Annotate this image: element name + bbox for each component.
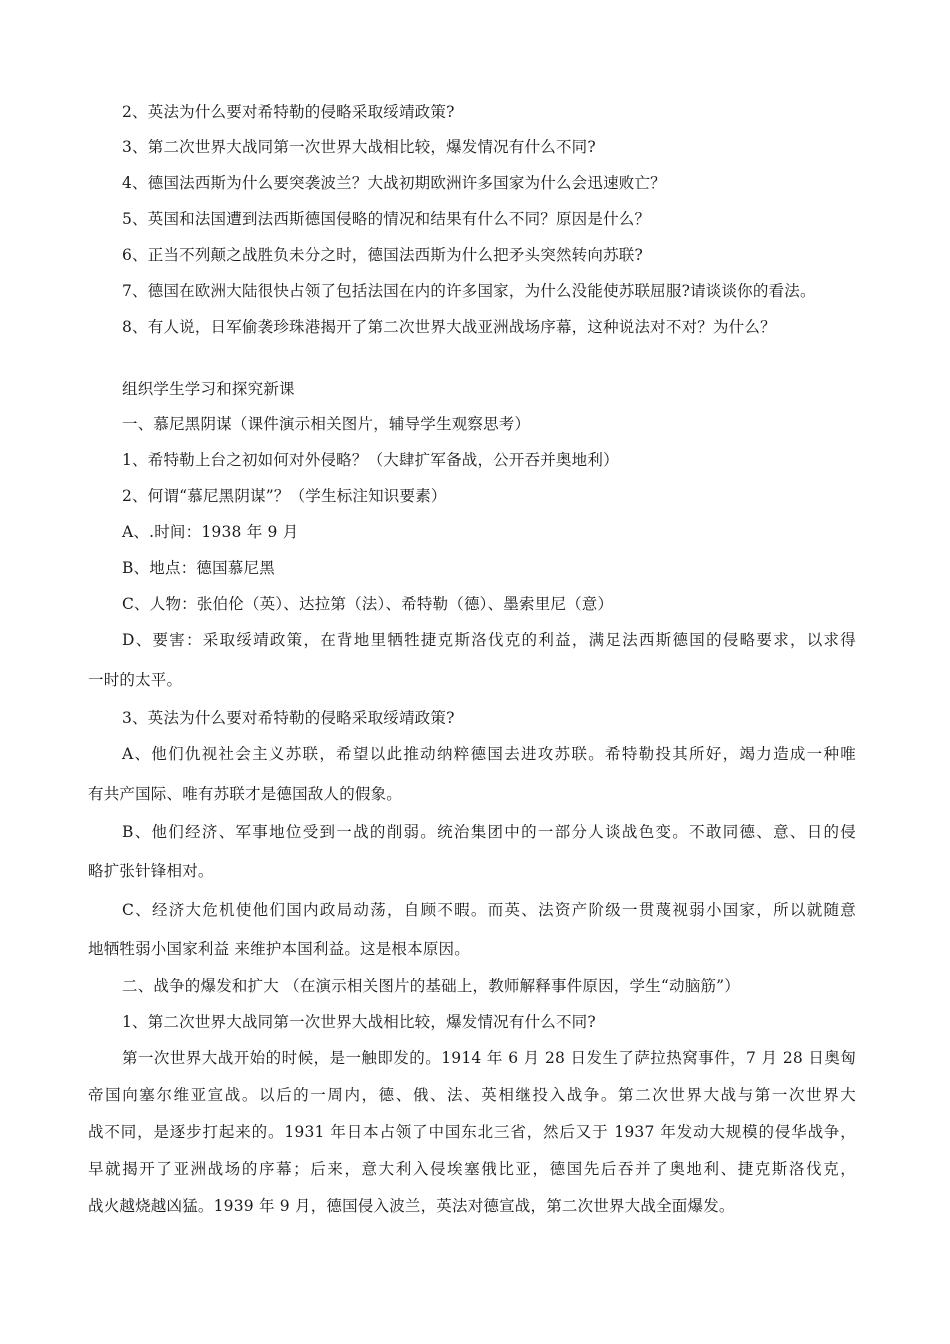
review-question-4: 4、德国法西斯为什么要突袭波兰？大战初期欧洲许多国家为什么会迅速败亡？ (122, 174, 666, 192)
part1-heading: 一、慕尼黑阴谋（课件演示相关图片，辅导学生观察思考） (122, 415, 531, 433)
review-question-8: 8、有人说，日军偷袭珍珠港揭开了第二次世界大战亚洲战场序幕，这种说法对不对？为什么？ (122, 318, 776, 336)
part1-question-2: 2、何谓“慕尼黑阴谋”？（学生标注知识要素） (122, 487, 447, 505)
part2-question-1: 1、第二次世界大战同第一次世界大战相比较，爆发情况有什么不同? (122, 1013, 596, 1031)
ww-paragraph-line-1: 第一次世界大战开始的时候，是一触即发的。1914 年 6 月 28 日发生了萨拉热窝事件，7 月 28 日奥匈 (122, 1049, 856, 1067)
reason-a-line-2: 有共产国际、唯有苏联才是德国敌人的假象。 (88, 785, 403, 803)
munich-people: C、人物：张伯伦（英）、达拉第（法）、希特勒（德）、墨索里尼（意） (122, 595, 614, 613)
munich-essence-line-1: D、要害：采取绥靖政策，在背地里牺牲捷克斯洛伐克的利益，满足法西斯德国的侵略要求，以求得 (122, 631, 856, 649)
reason-a-line-1: A、他们仇视社会主义苏联，希望以此推动纳粹德国去进攻苏联。希特勒投其所好，竭力造成一种唯 (122, 745, 856, 763)
section-intro: 组织学生学习和探究新课 (122, 380, 295, 398)
ww-paragraph-line-4: 早就揭开了亚洲战场的序幕；后来，意大利入侵埃塞俄比亚，德国先后吞并了奥地利、捷克斯洛伐克， (88, 1160, 856, 1178)
part1-question-3: 3、英法为什么要对希特勒的侵略采取绥靖政策? (122, 709, 455, 727)
reason-b-line-2: 略扩张针锋相对。 (88, 862, 214, 880)
munich-time: A、.时间：1938 年 9 月 (122, 523, 299, 541)
reason-c-line-2: 地牺牲弱小国家利益 来维护本国利益。这是根本原因。 (88, 940, 470, 958)
review-question-5: 5、英国和法国遭到法西斯德国侵略的情况和结果有什么不同？原因是什么？ (122, 210, 651, 228)
munich-essence-line-2: 一时的太平。 (88, 671, 183, 689)
review-question-2: 2、英法为什么要对希特勒的侵略采取绥靖政策? (122, 103, 455, 121)
review-question-7: 7、德国在欧洲大陆很快占领了包括法国在内的许多国家，为什么没能使苏联屈服?请谈谈你的看法。 (122, 282, 816, 300)
ww-paragraph-line-2: 帝国向塞尔维亚宣战。以后的一周内，德、俄、法、英相继投入战争。第二次世界大战与第一次世界大 (88, 1086, 856, 1104)
review-question-6: 6、正当不列颠之战胜负未分之时，德国法西斯为什么把矛头突然转向苏联? (122, 246, 643, 264)
review-question-3: 3、第二次世界大战同第一次世界大战相比较，爆发情况有什么不同? (122, 138, 596, 156)
reason-c-line-1: C、经济大危机使他们国内政局动荡，自顾不暇。而英、法资产阶级一贯蔑视弱小国家，所以就随意 (122, 901, 856, 919)
munich-place: B、地点：德国慕尼黑 (122, 559, 275, 577)
ww-paragraph-line-5: 战火越烧越凶猛。1939 年 9 月，德国侵入波兰，英法对德宣战，第二次世界大战全面爆发。 (88, 1197, 735, 1215)
part1-question-1: 1、希特勒上台之初如何对外侵略？（大肆扩军备战，公开吞并奥地利） (122, 451, 619, 469)
ww-paragraph-line-3: 战不同，是逐步打起来的。1931 年日本占领了中国东北三省，然后又于 1937 年发动大规模的侵华战争， (88, 1123, 856, 1141)
part2-heading: 二、战争的爆发和扩大 （在演示相关图片的基础上，教师解释事件原因，学生“动脑筋”） (122, 977, 740, 995)
reason-b-line-1: B、他们经济、军事地位受到一战的削弱。统治集团中的一部分人谈战色变。不敢同德、意、日的侵 (122, 823, 856, 841)
